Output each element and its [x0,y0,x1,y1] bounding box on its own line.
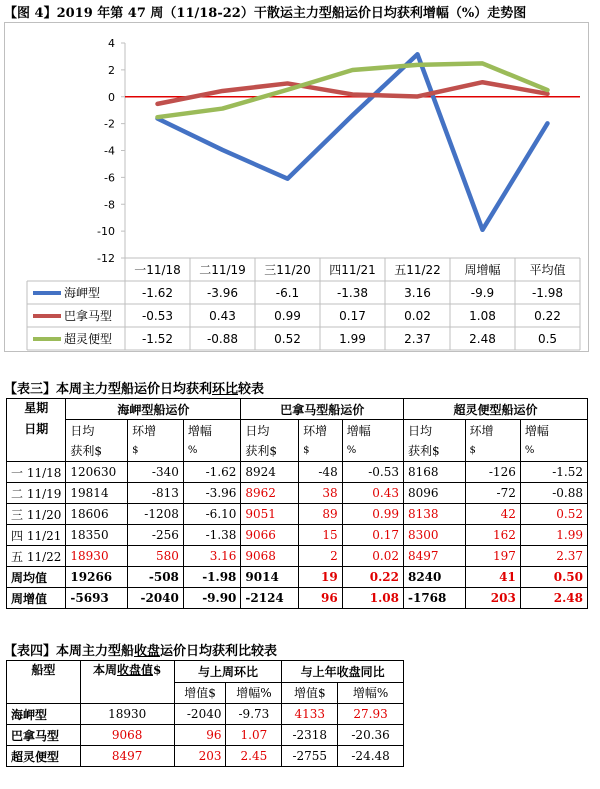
legend-label: 巴拿马型 [64,309,113,323]
data-table-value: 0.52 [274,332,301,346]
day-cell: 周均值 [7,567,66,588]
sub-header: % [520,441,587,462]
x-category-label: 三11/20 [264,263,311,277]
legend-label: 超灵便型 [64,332,113,346]
close-header-c: $ [153,663,162,677]
cape-pct: -6.10 [183,504,241,525]
table4-title-a: 【表四】本周主力型船 [4,644,135,659]
data-table-value: 1.08 [469,309,496,323]
data-table-value: 0.99 [274,309,301,323]
y-tick-label: -2 [104,117,115,131]
handy-change: 41 [465,567,520,588]
handy-value: 8138 [403,504,465,525]
pana-value: 9014 [241,567,299,588]
cape-value: 18350 [66,525,128,546]
close-header [80,661,174,704]
x-category-label: 五11/22 [394,263,441,277]
handy-pct: -0.88 [520,483,587,504]
cape-pct: -1.62 [183,462,241,483]
table-row [7,504,588,525]
close-header-b: 收盘值 [117,663,154,677]
data-table-value: -1.62 [141,286,174,300]
y-tick-label: -4 [104,144,115,158]
table3-title-b: 环比 [212,382,239,397]
wow-inc-cell: -2040 [174,704,226,725]
data-table-value: 0.43 [209,309,236,323]
yoy-pct-cell: 27.93 [338,704,404,725]
data-table-value: 0.22 [534,309,561,323]
sub-header: 获利$ [66,441,128,462]
yoy-inc-cell: 4133 [282,704,338,725]
wow-header: 与上周环比 [174,661,282,683]
day-cell: 一 11/18 [7,462,66,483]
cape-pct: -3.96 [183,483,241,504]
data-table-value: 0.02 [404,309,431,323]
day-cell: 周增值 [7,588,66,609]
y-tick-label: 4 [108,37,115,50]
wow-pct-cell: -9.73 [226,704,282,725]
pana-change: 15 [299,525,343,546]
sub-header: % [342,441,403,462]
cape-change: -1208 [128,504,184,525]
close-cell: 18930 [80,704,174,725]
table4-title [4,640,277,659]
type-header: 船型 [7,661,81,704]
table3-title-c: 较表 [238,382,265,397]
group-header-capesize: 海岬型船运价 [66,399,241,420]
data-table-value: -6.1 [275,286,300,300]
cape-value: 18606 [66,504,128,525]
pana-pct: -0.53 [342,462,403,483]
cape-value: 120630 [66,462,128,483]
sub-header: 获利$ [241,441,299,462]
yoy-inc-cell: -2318 [282,725,338,746]
table-row [7,462,588,483]
sub-header: 增幅 [183,420,241,441]
type-cell: 海岬型 [7,704,81,725]
handy-pct: 2.48 [520,588,587,609]
day-header-1: 星期 [24,401,49,415]
y-tick-label: 0 [108,90,115,104]
data-table-value: -3.96 [206,286,239,300]
cape-pct: -1.38 [183,525,241,546]
handy-change: 42 [465,504,520,525]
chart-panel [4,22,589,352]
yoy-inc-header: 增值$ [282,682,338,704]
day-header-2: 日期 [24,422,49,436]
handy-pct: 2.37 [520,546,587,567]
handy-pct: -1.52 [520,462,587,483]
handy-pct: 1.99 [520,525,587,546]
x-category-label: 二11/19 [199,263,246,277]
handy-value: 8168 [403,462,465,483]
table-row [7,483,588,504]
close-header-a: 本周 [92,663,117,677]
handy-pct: 0.52 [520,504,587,525]
cape-change: -813 [128,483,184,504]
sub-header: $ [465,441,520,462]
pana-value: 8924 [241,462,299,483]
table4-title-c: 运价日均获利比较表 [160,644,278,659]
data-table-value: 2.48 [469,332,496,346]
data-table-value: 1.99 [339,332,366,346]
pana-change: 38 [299,483,343,504]
cape-change: 580 [128,546,184,567]
table3-header-row-3 [7,441,588,462]
data-table-value: -0.88 [206,332,239,346]
cape-value: 18930 [66,546,128,567]
day-cell: 五 11/22 [7,546,66,567]
wow-pct-cell: 2.45 [226,746,282,767]
pana-pct: 0.99 [342,504,403,525]
series-line [158,82,548,104]
wow-inc-header: 增值$ [174,682,226,704]
yoy-pct-cell: -24.48 [338,746,404,767]
data-table-value: -1.52 [141,332,174,346]
cape-pct: -1.98 [183,567,241,588]
data-table-value: -9.9 [470,286,495,300]
pana-value: 9068 [241,546,299,567]
series-line [158,54,548,229]
handy-change: 203 [465,588,520,609]
handy-change: 162 [465,525,520,546]
sub-header: 获利$ [403,441,465,462]
close-cell: 8497 [80,746,174,767]
handy-change: -72 [465,483,520,504]
table4-title-b: 收盘 [134,644,161,659]
sub-header: % [183,441,241,462]
handy-value: 8300 [403,525,465,546]
table-row [7,567,588,588]
table-row [7,525,588,546]
cape-change: -340 [128,462,184,483]
y-tick-label: 2 [108,63,115,77]
sub-header: 日均 [403,420,465,441]
type-cell: 超灵便型 [7,746,81,767]
pana-change: 2 [299,546,343,567]
yoy-pct-header: 增幅% [338,682,404,704]
yoy-pct-cell: -20.36 [338,725,404,746]
table-row [7,588,588,609]
handy-value: 8096 [403,483,465,504]
sub-header: 增幅 [342,420,403,441]
day-cell: 三 11/20 [7,504,66,525]
group-header-panamax: 巴拿马型船运价 [241,399,404,420]
cape-change: -508 [128,567,184,588]
sub-header: 环增 [128,420,184,441]
pana-value: 9051 [241,504,299,525]
day-cell: 二 11/19 [7,483,66,504]
table3-title [4,378,264,397]
pana-pct: 0.17 [342,525,403,546]
cape-pct: -9.90 [183,588,241,609]
cape-change: -256 [128,525,184,546]
handy-value: 8497 [403,546,465,567]
sub-header: 日均 [66,420,128,441]
pana-value: 8962 [241,483,299,504]
wow-pct-header: 增幅% [226,682,282,704]
handy-change: -126 [465,462,520,483]
close-cell: 9068 [80,725,174,746]
table-row [7,746,404,767]
sub-header: 环增 [465,420,520,441]
line-chart [5,23,588,351]
sub-header: 日均 [241,420,299,441]
y-tick-label: -6 [104,171,115,185]
y-tick-label: -10 [97,225,115,239]
pana-change: -48 [299,462,343,483]
sub-header: 增幅 [520,420,587,441]
x-category-label: 周增幅 [464,263,501,277]
pana-pct: 0.22 [342,567,403,588]
pana-change: 19 [299,567,343,588]
figure-title: 【图 4】2019 年第 47 周（11/18-22）干散运主力型船运价日均获利增幅（%）走势图 [4,6,527,21]
sub-header: $ [299,441,343,462]
yoy-inc-cell: -2755 [282,746,338,767]
y-tick-label: -12 [97,252,115,265]
data-table-value: -0.53 [141,309,174,323]
table3 [6,398,588,609]
table-row [7,704,404,725]
x-category-label: 一11/18 [134,263,181,277]
x-category-label: 四11/21 [329,263,376,277]
pana-pct: 0.02 [342,546,403,567]
x-category-label: 平均值 [529,263,566,277]
data-table-value: 0.5 [537,332,558,346]
day-cell: 四 11/21 [7,525,66,546]
pana-pct: 1.08 [342,588,403,609]
handy-value: -1768 [403,588,465,609]
data-table-value: -1.98 [531,286,564,300]
table3-day-header [7,399,66,462]
table-row [7,725,404,746]
type-cell: 巴拿马型 [7,725,81,746]
pana-change: 89 [299,504,343,525]
legend-label: 海岬型 [64,286,101,300]
cape-value: 19266 [66,567,128,588]
y-tick-label: -8 [104,198,115,212]
table3-header-row-2 [7,420,588,441]
table4 [6,660,404,767]
cape-pct: 3.16 [183,546,241,567]
wow-inc-cell: 96 [174,725,226,746]
table3-header-row-1 [7,399,588,420]
cape-change: -2040 [128,588,184,609]
handy-value: 8240 [403,567,465,588]
cape-value: 19814 [66,483,128,504]
handy-pct: 0.50 [520,567,587,588]
wow-inc-cell: 203 [174,746,226,767]
sub-header: $ [128,441,184,462]
pana-value: 9066 [241,525,299,546]
data-table-value: 2.37 [404,332,431,346]
table3-title-a: 【表三】本周主力型船运价日均获利 [4,382,213,397]
group-header-handysize: 超灵便型船运价 [403,399,587,420]
data-table-value: 0.17 [339,309,366,323]
data-table-value: 3.16 [404,286,431,300]
yoy-header: 与上年收盘同比 [282,661,404,683]
pana-pct: 0.43 [342,483,403,504]
data-table-value: -1.38 [336,286,369,300]
sub-header: 环增 [299,420,343,441]
pana-change: 96 [299,588,343,609]
table-row [7,546,588,567]
cape-value: -5693 [66,588,128,609]
wow-pct-cell: 1.07 [226,725,282,746]
pana-value: -2124 [241,588,299,609]
handy-change: 197 [465,546,520,567]
table4-header-row-1 [7,661,404,683]
